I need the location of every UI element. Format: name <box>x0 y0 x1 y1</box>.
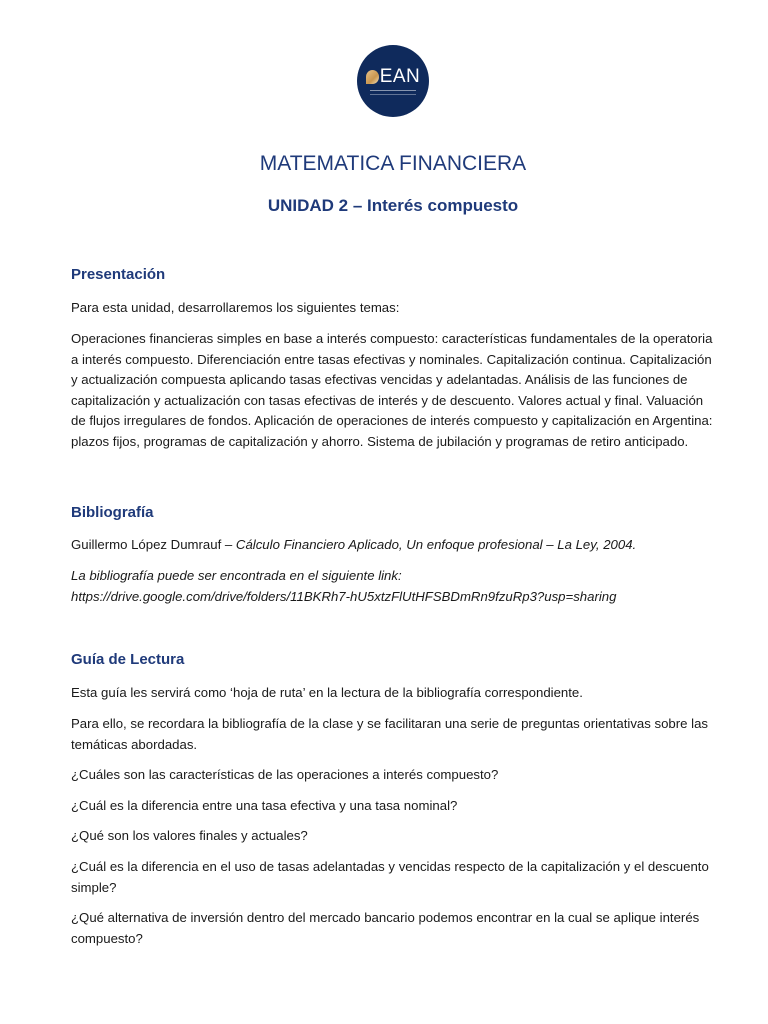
bibliografia-book: Cálculo Financiero Aplicado, Un enfoque profesional – La Ley, 2004. <box>235 537 637 552</box>
guia-question: ¿Qué alternativa de inversión dentro del mercado bancario podemos encontrar en la cual se aplique interés compuesto? <box>71 910 700 946</box>
guia-intro-1: Esta guía les servirá como ‘hoja de ruta’ en la lectura de la bibliografía correspondiente. <box>71 685 583 700</box>
guia-question: ¿Qué son los valores finales y actuales? <box>71 828 308 843</box>
presentacion-intro: Para esta unidad, desarrollaremos los siguientes temas: <box>71 300 400 315</box>
logo-wordmark <box>366 67 421 87</box>
bibliografia-author: Guillermo López Dumrauf – <box>71 537 236 552</box>
bibliografia-reference <box>71 535 713 556</box>
logo-mark-icon <box>366 70 379 84</box>
presentacion-body: Operaciones financieras simples en base a interés compuesto: características fundamentales de la operatoria a interés compuesto. Diferenciación entre tasas efectivas y nominales. Capitalización continua. Capitalización y actualización compuesta aplicando tasas efectivas vencidas y adelantadas. Análisis de las funciones de capitalización y actualización con tasas efectivas de interés y de descuento. Valores actual y final. Valuación de flujos irregulares de fondos. Aplicación de operaciones de interés compuesto y capitalización en Argentina: plazos fijos, programas de capitalización y ahorro. Sistema de jubilación y programas de retiro anticipado. <box>71 331 713 449</box>
heading-guia-lectura: Guía de Lectura <box>71 651 185 668</box>
guia-question: ¿Cuál es la diferencia entre una tasa efectiva y una tasa nominal? <box>71 798 458 813</box>
guia-question: ¿Cuáles son las características de las operaciones a interés compuesto? <box>71 767 499 782</box>
bibliografia-link-intro: La bibliografía puede ser encontrada en el siguiente link: <box>71 568 402 583</box>
logo-text: EAN <box>379 66 421 87</box>
bibliografia-link[interactable]: https://drive.google.com/drive/folders/11BKRh7-hU5xtzFlUtHFSBDmRn9fzuRp3?usp=sharing <box>71 589 617 604</box>
ean-logo <box>357 45 429 117</box>
document-subtitle: UNIDAD 2 – Interés compuesto <box>267 196 519 215</box>
logo-tagline-lines <box>370 90 416 95</box>
guia-intro-2: Para ello, se recordara la bibliografía de la clase y se facilitaran una serie de preguntas orientativas sobre las temáticas abordadas. <box>71 716 709 752</box>
document-title: MATEMATICA FINANCIERA <box>259 152 527 175</box>
heading-bibliografia: Bibliografía <box>71 504 154 521</box>
logo-inner <box>366 67 421 95</box>
guia-question: ¿Cuál es la diferencia en el uso de tasas adelantadas y vencidas respecto de la capitalización y el descuento simple? <box>71 859 709 895</box>
heading-presentacion: Presentación <box>71 266 166 283</box>
